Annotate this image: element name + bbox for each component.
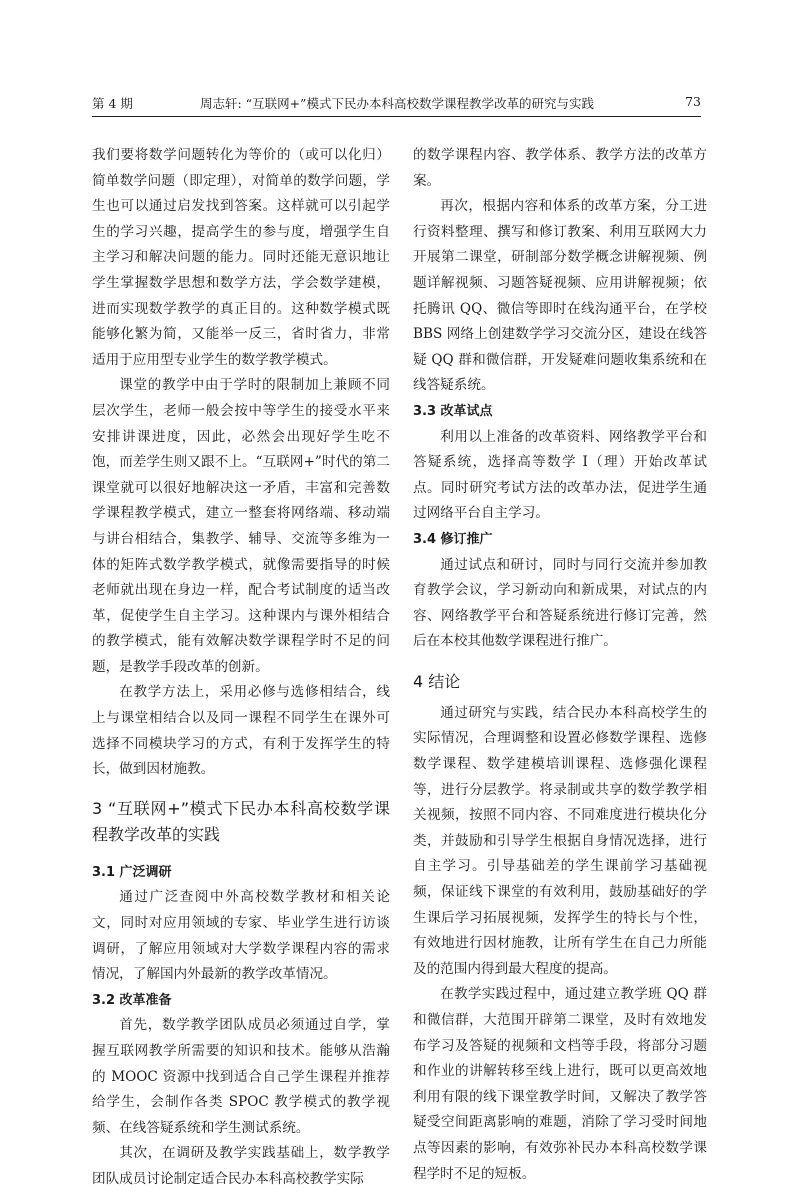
left-column bbox=[92, 143, 390, 1193]
paragraph: 首先，数学教学团队成员必须通过自学，掌握互联网教学所需要的知识和技术。能够从浩瀚的 MOOC 资源中找到适合自己学生课程并推荐给学生，会制作各类 SPOC 教学模式的教学视频、在线答疑系统和学生测试系统。 bbox=[92, 1017, 390, 1136]
paragraph: 课堂的教学中由于学时的限制加上兼顾不同层次学生，老师一般会按中等学生的接受水平来安排讲课进度，因此，必然会出现好学生吃不饱，而差学生则又跟不上。“互联网+”时代的第二课堂就可以很好地解决这一矛盾，丰富和完善数学课程教学模式，建立一整套将网络端、移动端与讲台相结合，集教学、辅导、交流等多维为一体的矩阵式数学教学模式，就像需要指导的时候老师就出现在身边一样，配合考试制度的适当改革，促使学生自主学习。这种课内与课外相结合的教学模式，能有效解决数学课程学时不足的问题，是教学手段改革的创新。 bbox=[92, 377, 390, 675]
paragraph: 通过研究与实践，结合民办本科高校学生的实际情况，合理调整和设置必修数学课程、选修数学课程、数学建模培训课程、选修强化课程等，进行分层教学。将录制或共享的数学教学相关视频，按照不同内容、不同难度进行模块化分类，并鼓励和引导学生根据自身情况选择，进行自主学习。引导基础差的学生课前学习基础视频，保证线下课堂的有效利用，鼓励基础好的学生课后学习拓展视频，发挥学生的特长与个性，有效地进行因材施教，让所有学生在自己力所能及的范围内得到最大程度的提高。 bbox=[413, 704, 707, 977]
paragraph: 在教学方法上，采用必修与选修相结合，线上与课堂相结合以及同一课程不同学生在课外可选择不同模块学习的方式，有利于发挥学生的特长，做到因材施教。 bbox=[92, 684, 390, 778]
right-column bbox=[413, 143, 707, 1187]
paragraph: 在教学实践过程中，通过建立教学班 QQ 群和微信群，大范围开辟第二课堂，及时有效地发布学习及答疑的视频和文档等手段，将部分习题和作业的讲解转移至线上进行，既可以更高效地利用有限的线下课堂教学时间，又解决了教学答疑受空间距离影响的难题，消除了学习受时间地点等因素的影响，有效弥补民办本科高校数学课程学时不足的短板。 bbox=[413, 986, 707, 1182]
subsection-3-1-heading: 3.1 广泛调研 bbox=[92, 864, 172, 880]
running-header bbox=[92, 94, 701, 117]
paragraph: 通过广泛查阅中外高校数学教材和相关论文，同时对应用领域的专家、毕业学生进行访谈调研，了解应用领域对大学数学课程内容的需求情况，了解国内外最新的教学改革情况。 bbox=[92, 889, 390, 983]
paragraph: 利用以上准备的改革资料、网络教学平台和答疑系统，选择高等数学 I（理）开始改革试点。同时研究考试方法的改革办法，促进学生通过网络平台自主学习。 bbox=[413, 428, 707, 522]
subsection-3-3-heading: 3.3 改革试点 bbox=[413, 403, 493, 419]
paragraph: 其次，在调研及教学实践基础上，数学教学团队成员讨论制定适合民办本科高校教学实际 bbox=[92, 1145, 390, 1187]
paragraph: 通过试点和研讨，同时与同行交流并参加教育教学会议，学习新动向和新成果，对试点的内容、网络教学平台和答疑系统进行修订完善，然后在本校其他数学课程进行推广。 bbox=[413, 556, 707, 650]
paragraph: 再次，根据内容和体系的改革方案，分工进行资料整理、撰写和修订教案、利用互联网大力开展第二课堂，研制部分数学概念讲解视频、例题详解视频、习题答疑视频、应用讲解视频；依托腾讯 QQ、微信等即时在线沟通平台，在学校 BBS 网络上创建数学学习交流分区，建设在线答疑 QQ 群和微信群，开发疑难问题收集系统和在线答疑系统。 bbox=[413, 198, 707, 394]
section-3-heading: 3 “互联网+”模式下民办本科高校数学课程教学改革的实践 bbox=[92, 798, 390, 844]
subsection-3-2-heading: 3.2 改革准备 bbox=[92, 992, 172, 1008]
issue-number: 第 4 期 bbox=[92, 96, 133, 111]
paragraph: 我们要将数学问题转化为等价的（或可以化归）简单数学问题（即定理），对简单的数学问题，学生也可以通过启发找到答案。这样就可以引起学生的学习兴趣，提高学生的参与度，增强学生自主学习和解决问题的能力。同时还能无意识地让学生掌握数学思想和数学方法，学会数学建模，进而实现数学教学的真正目的。这种数学模式既能够化繁为简，又能举一反三，省时省力，非常适用于应用型专业学生的数学教学模式。 bbox=[92, 147, 390, 368]
section-4-heading: 4 结论 bbox=[413, 671, 461, 691]
running-title: 周志轩: “互联网+”模式下民办本科高校数学课程教学改革的研究与实践 bbox=[200, 96, 594, 111]
page-number: 73 bbox=[685, 94, 701, 109]
paragraph: 的数学课程内容、教学体系、教学方法的改革方案。 bbox=[413, 147, 707, 189]
subsection-3-4-heading: 3.4 修订推广 bbox=[413, 531, 493, 547]
